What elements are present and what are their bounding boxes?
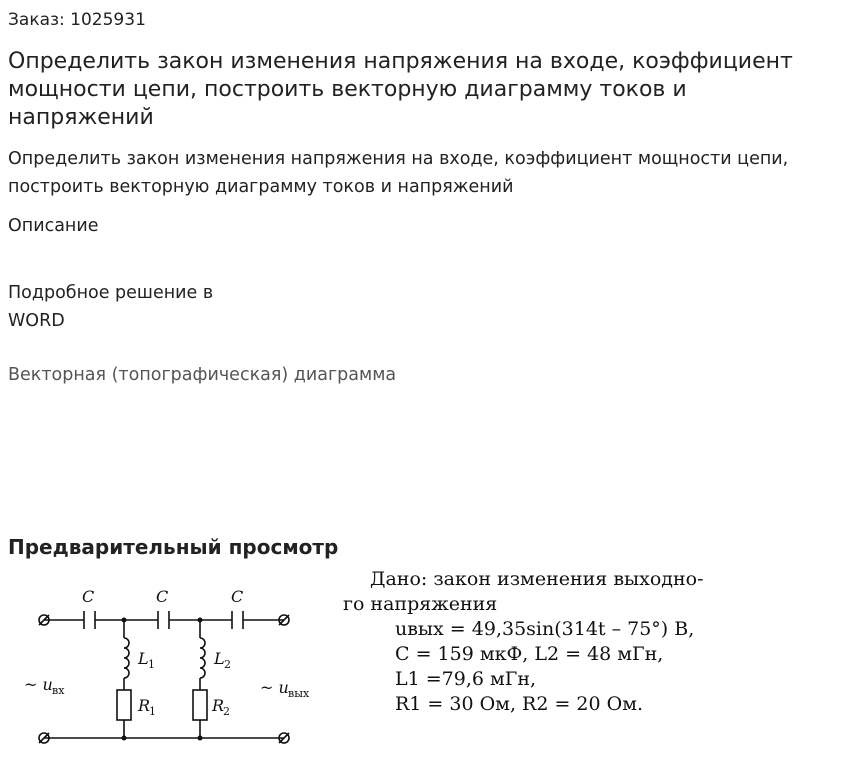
resistor-label-1: R	[138, 696, 151, 715]
capacitor-label-3: C	[231, 587, 244, 606]
capacitor-label-2: C	[156, 587, 169, 606]
order-number: Заказ: 1025931	[8, 10, 146, 30]
preview-image	[0, 560, 847, 760]
solution-line-2: WORD	[8, 311, 65, 331]
capacitor-label-1: C	[82, 587, 95, 606]
given-line-2: uвых = 49,35sin(314t – 75°) В,	[395, 618, 695, 640]
given-line-4: L1 =79,6 мГн,	[395, 668, 537, 690]
description-heading: Описание	[8, 216, 99, 236]
preview-heading: Предварительный просмотр	[8, 535, 339, 559]
given-data	[343, 567, 704, 717]
given-line-1: го напряжения	[343, 593, 498, 615]
inductor-label-2-sub: 2	[224, 658, 231, 671]
inductor-label-1: L	[138, 649, 149, 668]
input-voltage-label: ~ u	[24, 675, 53, 694]
output-voltage-label: ~ u	[260, 678, 289, 697]
vector-diagram-text: Векторная (топографическая) диаграмма	[8, 365, 397, 385]
given-line-0: Дано: закон изменения выходно-	[370, 568, 704, 590]
resistor-label-1-sub: 1	[149, 705, 156, 718]
given-line-5: R1 = 30 Ом, R2 = 20 Ом.	[395, 693, 644, 715]
inductor-label-2: L	[214, 649, 225, 668]
circuit-diagram	[0, 560, 340, 760]
solution-note	[8, 279, 213, 335]
input-voltage-sub: вх	[52, 684, 65, 697]
inductor-label-1-sub: 1	[148, 658, 155, 671]
output-voltage-sub: вых	[288, 687, 310, 700]
task-statement: Определить закон изменения напряжения на входе, коэффициент мощности цепи, построить векторную диаграмму токов и напряжений	[8, 149, 789, 197]
solution-line-1: Подробное решение в	[8, 283, 214, 303]
resistor-label-2-sub: 2	[223, 705, 230, 718]
page-title: Определить закон изменения напряжения на входе, коэффициент мощности цепи, построить векторную диаграмму токов и напряжений	[8, 49, 793, 130]
given-line-3: C = 159 мкФ, L2 = 48 мГн,	[395, 643, 664, 665]
resistor-label-2: R	[212, 696, 225, 715]
